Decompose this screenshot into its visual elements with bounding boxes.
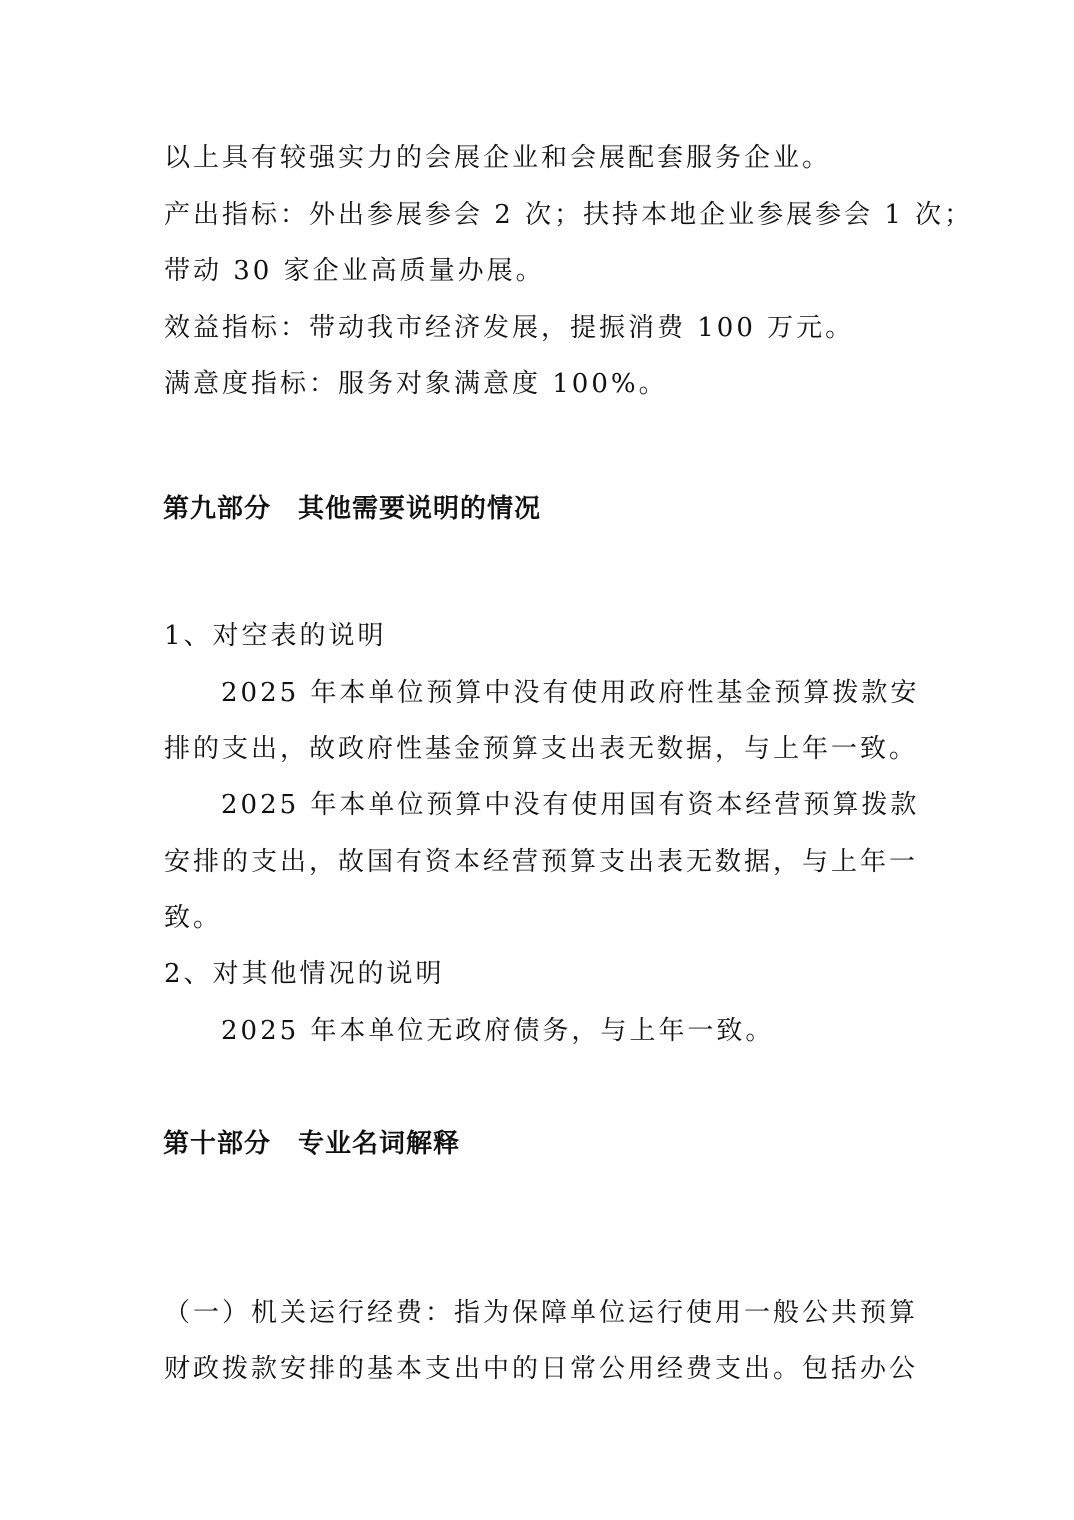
paragraph-line: 2025 年本单位预算中没有使用国有资本经营预算拨款 xyxy=(221,790,920,820)
paragraph-line: 带动 30 家企业高质量办展。 xyxy=(164,256,545,286)
paragraph-line: 致。 xyxy=(164,903,223,933)
paragraph-line: （一）机关运行经费：指为保障单位运行使用一般公共预算 xyxy=(164,1298,919,1328)
item-title: 1、对空表的说明 xyxy=(164,621,387,651)
paragraph-line: 2025 年本单位预算中没有使用政府性基金预算拨款安 xyxy=(221,678,920,708)
paragraph-line: 效益指标：带动我市经济发展，提振消费 100 万元。 xyxy=(164,313,855,343)
paragraph-line: 2025 年本单位无政府债务，与上年一致。 xyxy=(221,1016,775,1046)
paragraph-line: 满意度指标：服务对象满意度 100%。 xyxy=(164,369,668,399)
paragraph-line: 排的支出，故政府性基金预算支出表无数据，与上年一致。 xyxy=(164,734,919,764)
paragraph-line: 产出指标：外出参展参会 2 次；扶持本地企业参展参会 1 次； xyxy=(164,200,974,230)
section-heading-10: 第十部分 专业名词解释 xyxy=(163,1129,461,1159)
paragraph-line: 以上具有较强实力的会展企业和会展配套服务企业。 xyxy=(164,143,832,173)
paragraph-line: 安排的支出，故国有资本经营预算支出表无数据，与上年一 xyxy=(164,847,919,877)
section-heading-9: 第九部分 其他需要说明的情况 xyxy=(163,494,542,524)
item-title: 2、对其他情况的说明 xyxy=(164,959,445,989)
paragraph-line: 财政拨款安排的基本支出中的日常公用经费支出。包括办公 xyxy=(164,1354,919,1384)
